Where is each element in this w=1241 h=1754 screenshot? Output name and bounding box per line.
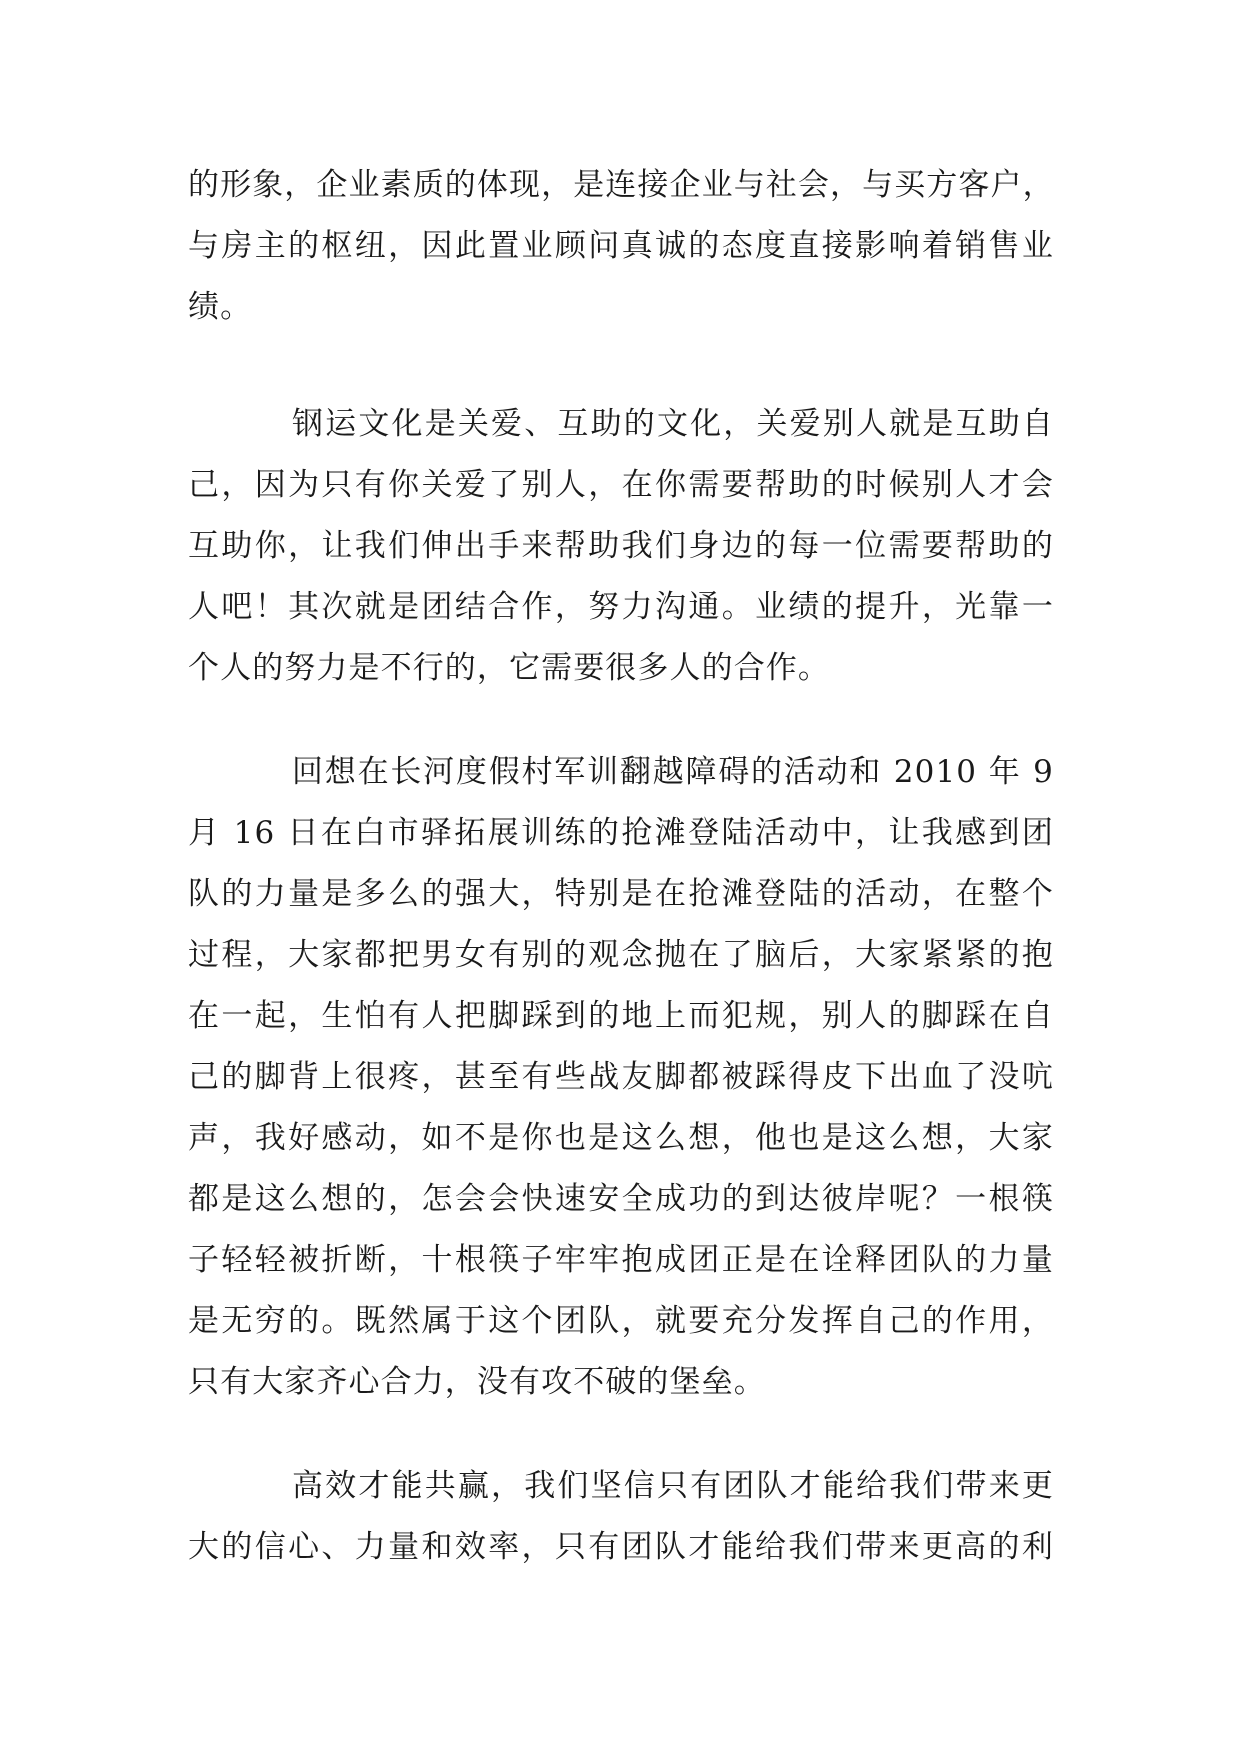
text-line: 绩。 <box>188 289 253 325</box>
text-line: 己的脚背上很疼，甚至有些战友脚都被踩得皮下出血了没吭 <box>188 1059 1054 1095</box>
text-line: 在一起，生怕有人把脚踩到的地上而犯规，别人的脚踩在自 <box>188 998 1054 1034</box>
text-line: 互助你，让我们伸出手来帮助我们身边的每一位需要帮助的 <box>188 528 1054 564</box>
text-line: 都是这么想的，怎会会快速安全成功的到达彼岸呢？一根筷 <box>188 1181 1054 1217</box>
text-line: 与房主的枢纽，因此置业顾问真诚的态度直接影响着销售业 <box>188 228 1054 264</box>
text-line: 高效才能共赢，我们坚信只有团队才能给我们带来更 <box>292 1468 1054 1504</box>
text-line: 只有大家齐心合力，没有攻不破的堡垒。 <box>188 1364 766 1400</box>
text-line: 队的力量是多么的强大，特别是在抢滩登陆的活动，在整个 <box>188 876 1054 912</box>
text-line: 大的信心、力量和效率，只有团队才能给我们带来更高的利 <box>188 1529 1054 1565</box>
paragraph-3 <box>188 742 1054 1413</box>
text-line: 声，我好感动，如不是你也是这么想，他也是这么想，大家 <box>188 1120 1054 1156</box>
text-line: 己，因为只有你关爱了别人，在你需要帮助的时候别人才会 <box>188 467 1054 503</box>
text-line: 是无穷的。既然属于这个团队，就要充分发挥自己的作用， <box>188 1303 1054 1339</box>
text-line: 月 16 日在白市驿拓展训练的抢滩登陆活动中，让我感到团 <box>188 815 1054 851</box>
paragraph-4 <box>188 1456 1054 1578</box>
paragraph-1 <box>188 155 1054 338</box>
text-line: 过程，大家都把男女有别的观念抛在了脑后，大家紧紧的抱 <box>188 937 1054 973</box>
text-line: 人吧！其次就是团结合作，努力沟通。业绩的提升，光靠一 <box>188 589 1054 625</box>
paragraph-2 <box>188 394 1054 699</box>
text-line: 个人的努力是不行的，它需要很多人的合作。 <box>188 650 830 686</box>
text-line: 子轻轻被折断，十根筷子牢牢抱成团正是在诠释团队的力量 <box>188 1242 1054 1278</box>
text-line: 的形象，企业素质的体现，是连接企业与社会，与买方客户， <box>188 167 1055 203</box>
text-line: 回想在长河度假村军训翻越障碍的活动和 2010 年 9 <box>292 754 1054 790</box>
text-line: 钢运文化是关爱、互助的文化，关爱别人就是互助自 <box>292 406 1054 442</box>
